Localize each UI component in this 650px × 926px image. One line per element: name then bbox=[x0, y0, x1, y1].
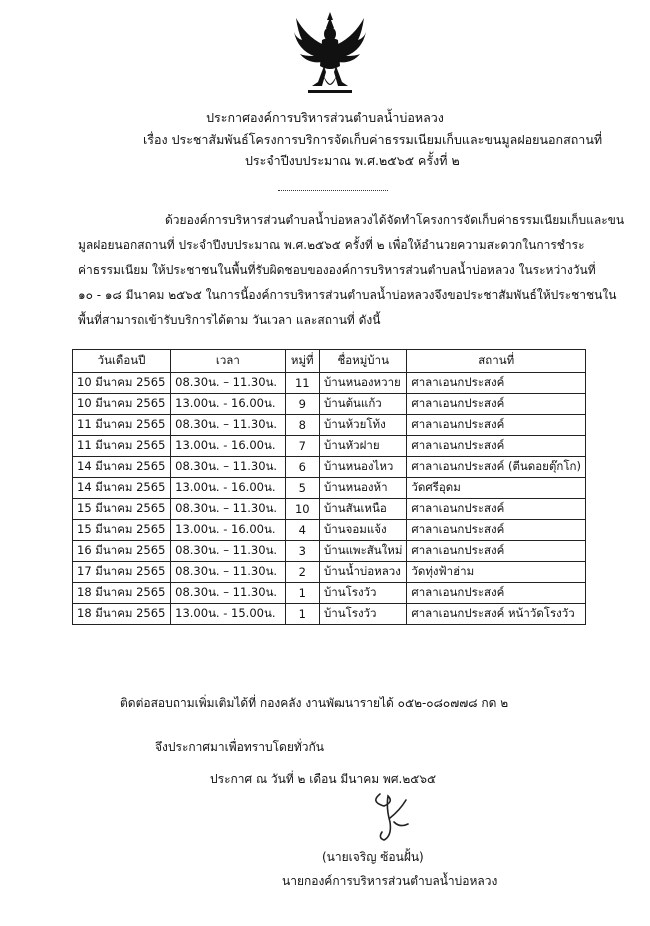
cell-time: 13.00น. - 16.00น. bbox=[171, 394, 285, 415]
table-header-row bbox=[73, 350, 586, 373]
contact-info: ติดต่อสอบถามเพิ่มเติมได้ที่ กองคลัง งานพัฒนารายได้ ๐๕๒-๐๘๐๗๗๘ กด ๒ bbox=[120, 696, 509, 710]
table-row bbox=[73, 604, 586, 625]
garuda-emblem-icon bbox=[292, 10, 368, 98]
cell-village: บ้านสันเหนือ bbox=[319, 499, 406, 520]
cell-time: 08.30น. – 11.30น. bbox=[171, 541, 285, 562]
cell-time: 08.30น. – 11.30น. bbox=[171, 415, 285, 436]
cell-time: 08.30น. – 11.30น. bbox=[171, 373, 285, 394]
table-row bbox=[73, 520, 586, 541]
cell-village: บ้านแพะสันใหม่ bbox=[319, 541, 406, 562]
body-line: ด้วยองค์การบริหารส่วนตำบลน้ำบ่อหลวงได้จัดทำโครงการจัดเก็บค่าธรรมเนียมเก็บและขน bbox=[165, 213, 625, 227]
table-row bbox=[73, 499, 586, 520]
dotted-divider bbox=[278, 190, 388, 191]
cell-time: 13.00น. - 16.00น. bbox=[171, 520, 285, 541]
body-line: ๑๐ - ๑๘ มีนาคม ๒๕๖๕ ในการนี้องค์การบริหารส่วนตำบลน้ำบ่อหลวงจึงขอประชาสัมพันธ์ให้ประชาชนใน bbox=[78, 288, 617, 302]
cell-date: 16 มีนาคม 2565 bbox=[73, 541, 171, 562]
cell-village: บ้านหัวฝาย bbox=[319, 436, 406, 457]
cell-moo: 1 bbox=[285, 583, 319, 604]
table-row bbox=[73, 478, 586, 499]
cell-village: บ้านโรงวัว bbox=[319, 583, 406, 604]
cell-place: ศาลาเอนกประสงค์ bbox=[407, 583, 586, 604]
table-row bbox=[73, 583, 586, 604]
table-row bbox=[73, 541, 586, 562]
cell-moo: 6 bbox=[285, 457, 319, 478]
cell-place: ศาลาเอนกประสงค์ bbox=[407, 373, 586, 394]
signer-title: นายกองค์การบริหารส่วนตำบลน้ำบ่อหลวง bbox=[282, 874, 498, 888]
cell-time: 13.00น. - 15.00น. bbox=[171, 604, 285, 625]
announcement-title: ประกาศองค์การบริหารส่วนตำบลน้ำบ่อหลวง bbox=[206, 110, 444, 125]
cell-place: ศาลาเอนกประสงค์ bbox=[407, 394, 586, 415]
cell-moo: 4 bbox=[285, 520, 319, 541]
cell-village: บ้านห้วยโท้ง bbox=[319, 415, 406, 436]
cell-time: 13.00น. - 16.00น. bbox=[171, 436, 285, 457]
cell-place: ศาลาเอนกประสงค์ bbox=[407, 541, 586, 562]
cell-moo: 7 bbox=[285, 436, 319, 457]
signer-name: (นายเจริญ ซ้อนฝั้น) bbox=[322, 850, 424, 864]
col-header-village: ชื่อหมู่บ้าน bbox=[319, 350, 406, 373]
cell-date: 17 มีนาคม 2565 bbox=[73, 562, 171, 583]
cell-date: 15 มีนาคม 2565 bbox=[73, 520, 171, 541]
cell-place: ศาลาเอนกประสงค์ หน้าวัดโรงวัว bbox=[407, 604, 586, 625]
col-header-time: เวลา bbox=[171, 350, 285, 373]
table-row bbox=[73, 562, 586, 583]
cell-moo: 8 bbox=[285, 415, 319, 436]
col-header-place: สถานที่ bbox=[407, 350, 586, 373]
cell-moo: 3 bbox=[285, 541, 319, 562]
cell-place: ศาลาเอนกประสงค์ bbox=[407, 520, 586, 541]
table-row bbox=[73, 394, 586, 415]
announcement-subject: เรื่อง ประชาสัมพันธ์โครงการบริการจัดเก็บค่าธรรมเนียมเก็บและขนมูลฝอยนอกสถานที่ bbox=[143, 132, 603, 147]
closing-notice: จึงประกาศมาเพื่อทราบโดยทั่วกัน bbox=[155, 740, 324, 754]
announcement-date: ประกาศ ณ วันที่ ๒ เดือน มีนาคม พศ.๒๕๖๕ bbox=[210, 772, 437, 786]
cell-place: วัดทุ่งฟ้าฮ่าม bbox=[407, 562, 586, 583]
cell-place: ศาลาเอนกประสงค์ bbox=[407, 415, 586, 436]
table-row bbox=[73, 373, 586, 394]
table-row bbox=[73, 436, 586, 457]
cell-village: บ้านหนองไหว bbox=[319, 457, 406, 478]
cell-village: บ้านน้ำบ่อหลวง bbox=[319, 562, 406, 583]
cell-place: วัดศรีอุดม bbox=[407, 478, 586, 499]
cell-time: 13.00น. - 16.00น. bbox=[171, 478, 285, 499]
cell-date: 18 มีนาคม 2565 bbox=[73, 604, 171, 625]
cell-moo: 1 bbox=[285, 604, 319, 625]
body-line: พื้นที่สามารถเข้ารับบริการได้ตาม วันเวลา และสถานที่ ดังนี้ bbox=[78, 313, 381, 327]
cell-moo: 11 bbox=[285, 373, 319, 394]
cell-place: ศาลาเอนกประสงค์ bbox=[407, 436, 586, 457]
cell-date: 14 มีนาคม 2565 bbox=[73, 457, 171, 478]
cell-village: บ้านโรงวัว bbox=[319, 604, 406, 625]
body-line: ค่าธรรมเนียม ให้ประชาชนในพื้นที่รับผิดชอบขององค์การบริหารส่วนตำบลน้ำบ่อหลวง ในระหว่างวันที่ bbox=[78, 263, 596, 277]
cell-date: 10 มีนาคม 2565 bbox=[73, 394, 171, 415]
cell-village: บ้านหนองห้า bbox=[319, 478, 406, 499]
cell-date: 10 มีนาคม 2565 bbox=[73, 373, 171, 394]
cell-moo: 2 bbox=[285, 562, 319, 583]
cell-time: 08.30น. – 11.30น. bbox=[171, 457, 285, 478]
body-line: มูลฝอยนอกสถานที่ ประจำปีงบประมาณ พ.ศ.๒๕๖๕ ครั้งที่ ๒ เพื่อให้อำนวยความสะดวกในการชำระ bbox=[78, 238, 585, 252]
cell-moo: 5 bbox=[285, 478, 319, 499]
cell-village: บ้านต้นแก้ว bbox=[319, 394, 406, 415]
cell-time: 08.30น. – 11.30น. bbox=[171, 562, 285, 583]
col-header-moo: หมู่ที่ bbox=[285, 350, 319, 373]
cell-village: บ้านจอมแจ้ง bbox=[319, 520, 406, 541]
cell-time: 08.30น. – 11.30น. bbox=[171, 499, 285, 520]
cell-date: 11 มีนาคม 2565 bbox=[73, 436, 171, 457]
cell-place: ศาลาเอนกประสงค์ bbox=[407, 499, 586, 520]
cell-moo: 10 bbox=[285, 499, 319, 520]
cell-time: 08.30น. – 11.30น. bbox=[171, 583, 285, 604]
cell-date: 11 มีนาคม 2565 bbox=[73, 415, 171, 436]
cell-date: 18 มีนาคม 2565 bbox=[73, 583, 171, 604]
table-row bbox=[73, 415, 586, 436]
cell-date: 14 มีนาคม 2565 bbox=[73, 478, 171, 499]
signature bbox=[360, 788, 420, 844]
cell-village: บ้านหนองหวาย bbox=[319, 373, 406, 394]
col-header-date: วันเดือนปี bbox=[73, 350, 171, 373]
fiscal-year-line: ประจำปีงบประมาณ พ.ศ.๒๕๖๕ ครั้งที่ ๒ bbox=[245, 153, 460, 168]
cell-moo: 9 bbox=[285, 394, 319, 415]
table-row bbox=[73, 457, 586, 478]
schedule-table bbox=[72, 349, 586, 625]
cell-place: ศาลาเอนกประสงค์ (ตีนดอยตุ๊กโก) bbox=[407, 457, 586, 478]
cell-date: 15 มีนาคม 2565 bbox=[73, 499, 171, 520]
